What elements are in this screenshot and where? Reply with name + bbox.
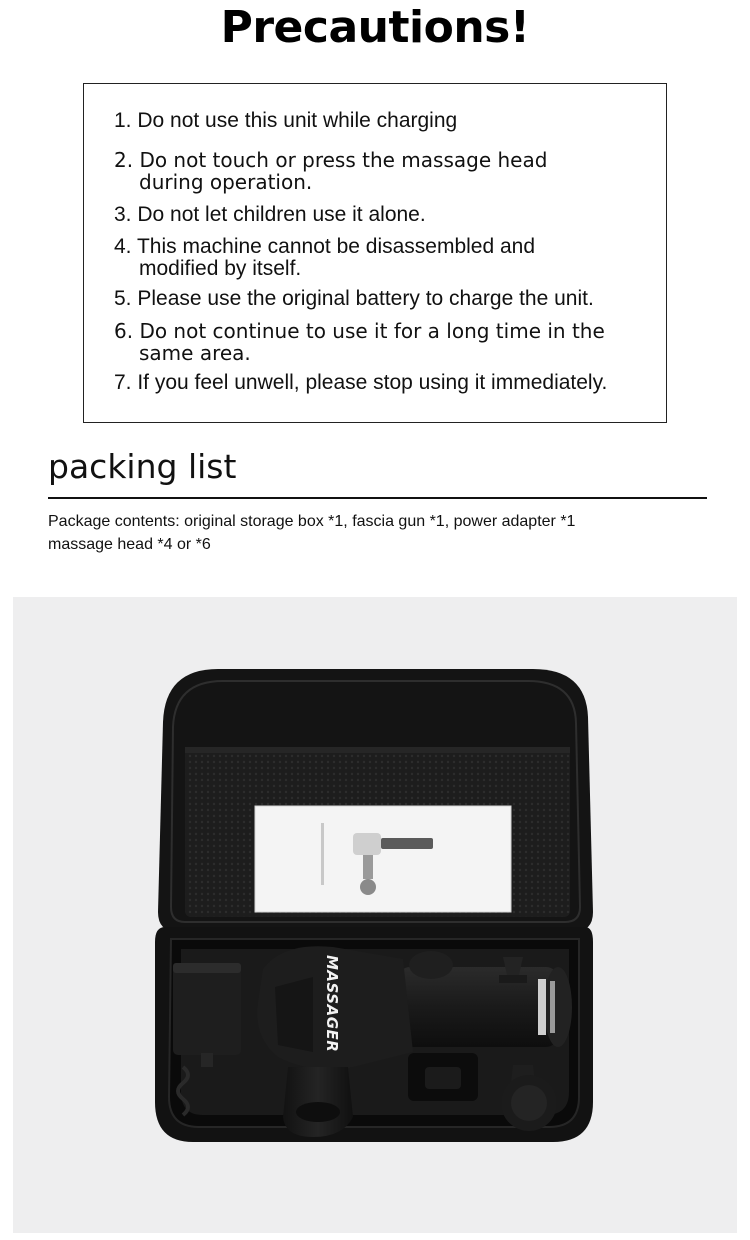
page-title: Precautions! bbox=[220, 2, 530, 53]
precaution-text: 4. This machine cannot be disassembled and bbox=[114, 235, 536, 258]
precaution-item bbox=[114, 288, 656, 310]
brand-logo: MASSAGER bbox=[323, 955, 341, 1053]
precaution-text: 5. Please use the original battery to charge the unit. bbox=[114, 287, 594, 310]
storage-case-illustration bbox=[13, 597, 737, 1233]
divider bbox=[48, 497, 707, 499]
package-contents-line: massage head *4 or *6 bbox=[48, 536, 211, 553]
package-contents-line: Package contents: original storage box *1, fascia gun *1, power adapter *1 bbox=[48, 513, 576, 530]
precaution-item bbox=[114, 372, 656, 394]
precaution-item bbox=[114, 204, 656, 226]
packing-list-heading: packing list bbox=[48, 447, 237, 486]
precaution-item bbox=[114, 320, 656, 364]
precaution-item bbox=[114, 110, 656, 132]
case-lid bbox=[158, 669, 593, 932]
precaution-text: 2. Do not touch or press the massage head bbox=[114, 148, 548, 172]
precaution-text: 7. If you feel unwell, please stop using it immediately. bbox=[114, 371, 608, 394]
precaution-text-continued: same area. bbox=[139, 341, 251, 365]
precaution-item bbox=[114, 236, 656, 280]
product-photo bbox=[13, 597, 737, 1233]
precaution-text-continued: modified by itself. bbox=[139, 257, 302, 280]
precaution-text: 6. Do not continue to use it for a long time in the bbox=[114, 319, 605, 343]
package-contents bbox=[48, 510, 688, 556]
manual-booklet bbox=[255, 806, 511, 912]
precaution-text: 3. Do not let children use it alone. bbox=[114, 203, 426, 226]
precaution-text-continued: during operation. bbox=[139, 170, 313, 194]
precaution-item bbox=[114, 149, 656, 193]
precaution-text: 1. Do not use this unit while charging bbox=[114, 109, 458, 132]
precautions-box bbox=[83, 83, 667, 423]
